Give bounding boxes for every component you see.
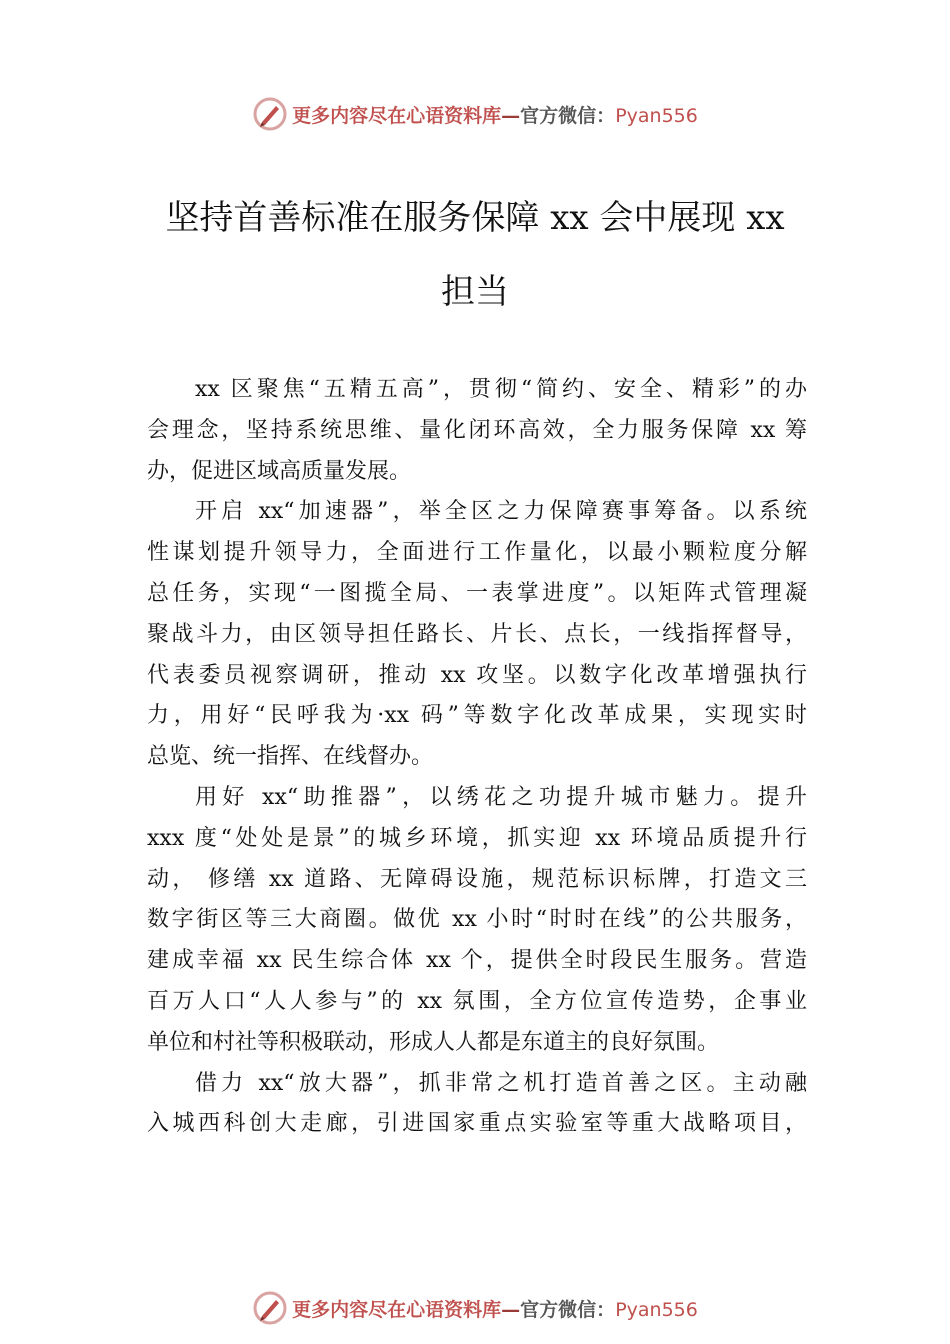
watermark-wechat-id: Pyan556 <box>615 104 698 127</box>
body-line: 总任务，实现“一图揽全局、一表掌进度”。以矩阵式管理凝 <box>147 580 807 606</box>
document-body <box>147 370 807 1145</box>
watermark-official: 官方微信： <box>520 104 616 127</box>
watermark-official: 官方微信： <box>520 1298 616 1321</box>
pen-logo-icon <box>252 96 288 132</box>
body-line: 性谋划提升领导力，全面进行工作量化，以最小颗粒度分解 <box>147 540 807 566</box>
body-line: 百万人口“人人参与”的 xx 氛围，全方位宣传造势，企事业 <box>147 988 807 1014</box>
body-line: 借力 xx“放大器”，抓非常之机打造首善之区。主动融 <box>195 1070 807 1096</box>
body-line: 用好 xx“助推器”，以绣花之功提升城市魅力。提升 <box>195 784 807 810</box>
watermark-dash: — <box>501 1298 521 1321</box>
body-line: 会理念，坚持系统思维、量化闭环高效，全力服务保障 xx 筹 <box>147 417 807 443</box>
body-line: 代表委员视察调研，推动 xx 攻坚。以数字化改革增强执行 <box>147 662 807 688</box>
pen-logo-icon <box>252 1290 288 1326</box>
body-line: 聚战斗力，由区领导担任路长、片长、点长，一线指挥督导， <box>147 621 807 647</box>
body-line: 动， 修缮 xx 道路、无障碍设施，规范标识标牌，打造文三 <box>147 866 807 892</box>
body-line: 入城西科创大走廊，引进国家重点实验室等重大战略项目， <box>147 1111 807 1137</box>
body-line: 力，用好“民呼我为·xx 码”等数字化改革成果，实现实时 <box>147 703 807 729</box>
body-line: 开启 xx“加速器”，举全区之力保障赛事筹备。以系统 <box>195 499 807 525</box>
watermark-dash: — <box>501 104 521 127</box>
watermark-text: 更多内容尽在心语资料库 <box>292 104 502 127</box>
body-line: 办，促进区域高质量发展。 <box>147 458 412 484</box>
header-watermark <box>0 94 950 134</box>
body-line: xx 区聚焦“五精五高”，贯彻“简约、安全、精彩”的办 <box>195 377 807 402</box>
watermark-text: 更多内容尽在心语资料库 <box>292 1298 502 1321</box>
body-line: 建成幸福 xx 民生综合体 xx 个，提供全时段民生服务。营造 <box>147 948 807 974</box>
watermark-wechat-id: Pyan556 <box>615 1298 698 1321</box>
body-line: xxx 度“处处是景”的城乡环境，抓实迎 xx 环境品质提升行 <box>147 825 807 851</box>
body-line: 总览、统一指挥、在线督办。 <box>147 744 434 770</box>
body-line: 数字街区等三大商圈。做优 xx 小时“时时在线”的公共服务， <box>147 907 807 933</box>
body-line: 单位和村社等积极联动，形成人人都是东道主的良好氛围。 <box>147 1029 720 1055</box>
document-title-line-1: 坚持首善标准在服务保障 xx 会中展现 xx <box>165 198 785 238</box>
document-title-line-2: 担当 <box>441 272 509 312</box>
footer-watermark <box>0 1288 950 1328</box>
